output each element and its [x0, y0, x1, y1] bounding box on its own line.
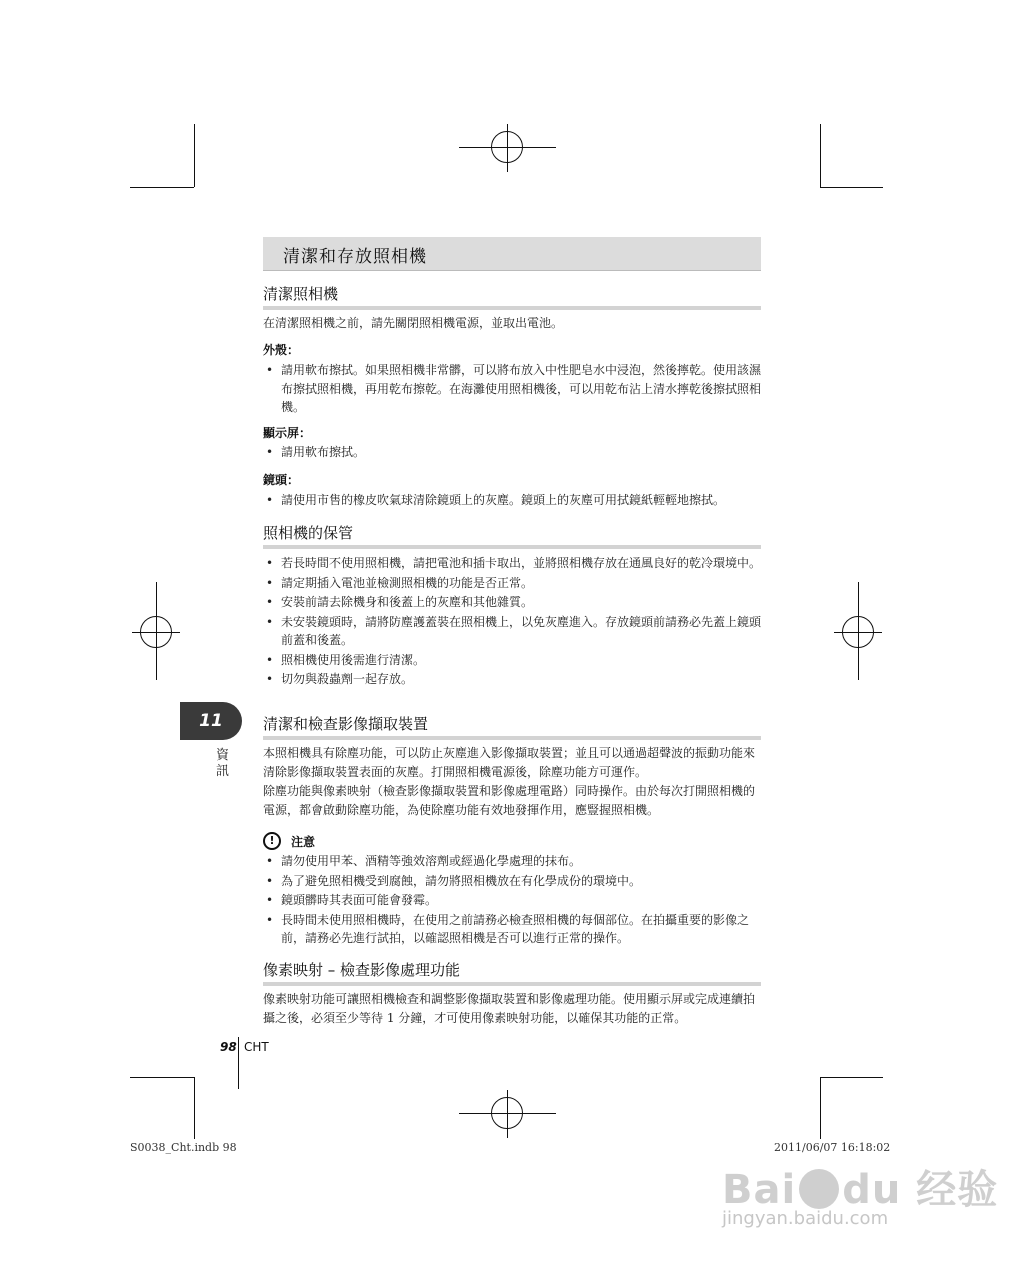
list-item: • 未安裝鏡頭時，請將防塵護蓋裝在照相機上，以免灰塵進入。存放鏡頭前請務必先蓋上鏡頭前蓋和後蓋。	[263, 613, 763, 650]
chapter-tab: 11	[180, 702, 242, 740]
cleaning-intro: 在清潔照相機之前，請先關閉照相機電源，並取出電池。	[263, 316, 564, 330]
caution-label: 注意	[291, 835, 316, 849]
section-heading-sensor: 清潔和檢查影像擷取裝置	[263, 714, 761, 740]
list-item: • 請用軟布擦拭。如果照相機非常髒，可以將布放入中性肥皂水中浸泡，然後擰乾。使用該濕布擦拭照相機，再用乾布擦乾。在海灘使用照相機後，可以用乾布沾上清水擰乾後擦拭照相機。	[263, 361, 763, 417]
exterior-list	[263, 361, 763, 418]
section-heading-pixel-mapping: 像素映射 – 檢查影像處理功能	[263, 960, 761, 986]
storage-list	[263, 554, 763, 690]
language-code: CHT	[244, 1040, 269, 1054]
watermark-logo-text: Bai	[722, 1167, 797, 1213]
section-heading-cleaning: 清潔照相機	[263, 284, 761, 310]
caution-icon: !	[263, 832, 281, 850]
page-number: 98	[220, 1040, 237, 1054]
slug-file: S0038_Cht.indb 98	[130, 1141, 237, 1154]
sensor-para-1: 本照相機具有除塵功能，可以防止灰塵進入影像擷取裝置；並且可以通過超聲波的振動功能來清除影像擷取裝置表面的灰塵。打開照相機電源後，除塵功能方可運作。	[263, 746, 756, 779]
list-item: • 鏡頭髒時其表面可能會發霉。	[263, 891, 763, 910]
list-item: • 照相機使用後需進行清潔。	[263, 651, 763, 670]
list-item: • 長時間未使用照相機時，在使用之前請務必檢查照相機的每個部位。在拍攝重要的影像之前，請務必先進行試拍，以確認照相機是否可以進行正常的操作。	[263, 911, 763, 948]
chapter-label: 資訊	[216, 748, 230, 779]
sensor-para-2: 除塵功能與像素映射（檢查影像擷取裝置和影像處理電路）同時操作。由於每次打開照相機的電源，都會啟動除塵功能，為使除塵功能有效地發揮作用，應豎握照相機。	[263, 784, 756, 817]
monitor-list	[263, 443, 763, 463]
list-item: • 安裝前請去除機身和後蓋上的灰塵和其他雜質。	[263, 593, 763, 612]
watermark-logo	[722, 1158, 998, 1215]
subhead-exterior: 外殼：	[263, 343, 300, 357]
list-item: • 切勿與殺蟲劑一起存放。	[263, 670, 763, 689]
list-item: • 請使用市售的橡皮吹氣球清除鏡頭上的灰塵。鏡頭上的灰塵可用拭鏡紙輕輕地擦拭。	[263, 491, 763, 510]
paw-icon	[799, 1169, 839, 1209]
list-item: • 請勿使用甲苯、酒精等強效溶劑或經過化學處理的抹布。	[263, 852, 763, 871]
footer-divider	[238, 1037, 239, 1089]
page-title-bar	[263, 237, 761, 271]
pixel-mapping-para: 像素映射功能可讓照相機檢查和調整影像擷取裝置和影像處理功能。使用顯示屏或完成連續拍攝之後，必須至少等待 1 分鐘，才可使用像素映射功能，以確保其功能的正常。	[263, 992, 756, 1025]
subhead-lens: 鏡頭：	[263, 473, 300, 487]
caution-list	[263, 852, 763, 949]
list-item: • 若長時間不使用照相機，請把電池和插卡取出，並將照相機存放在通風良好的乾冷環境中。	[263, 554, 763, 573]
watermark-url: jingyan.baidu.com	[722, 1208, 889, 1229]
list-item: • 請定期插入電池並檢測照相機的功能是否正常。	[263, 574, 763, 593]
list-item: • 請用軟布擦拭。	[263, 443, 763, 462]
section-heading-storage: 照相機的保管	[263, 523, 761, 549]
subhead-monitor: 顯示屏：	[263, 426, 312, 440]
page-title: 清潔和存放照相機	[283, 247, 427, 267]
list-item: • 為了避免照相機受到腐蝕，請勿將照相機放在有化學成份的環境中。	[263, 872, 763, 891]
watermark-logo-text: du 经验	[842, 1167, 999, 1213]
lens-list	[263, 491, 763, 511]
slug-timestamp: 2011/06/07 16:18:02	[774, 1141, 891, 1154]
